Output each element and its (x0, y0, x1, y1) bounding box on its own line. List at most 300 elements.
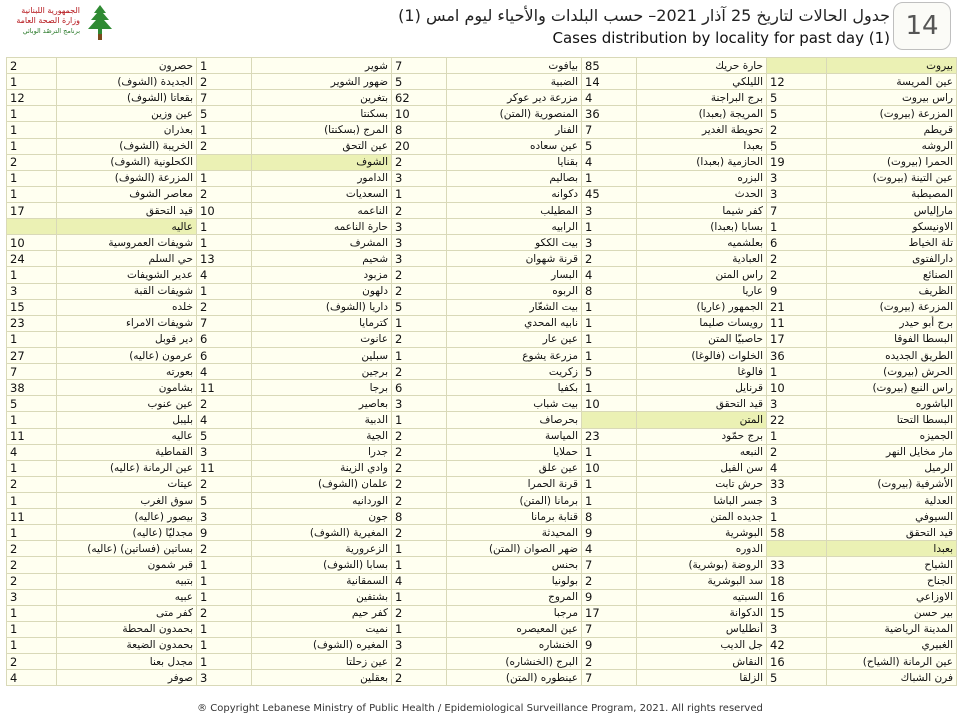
locality-name-cell: عين المعيصره (447, 621, 582, 637)
case-count-cell: 5 (197, 428, 252, 444)
locality-name-cell: الجية (252, 428, 392, 444)
locality-name-cell: الخريبة (الشوف) (57, 138, 197, 154)
locality-name-cell: أنطلياس (637, 621, 767, 637)
locality-name-cell: راس المتن (637, 267, 767, 283)
table-row (7, 637, 957, 653)
locality-name-cell: الروشه (827, 138, 957, 154)
locality-name-cell: الجديدة (الشوف) (57, 74, 197, 90)
table-row (7, 106, 957, 122)
case-count-cell: 4 (392, 573, 447, 589)
case-count-cell: 2 (392, 364, 447, 380)
case-count-cell: 7 (582, 670, 637, 686)
case-count-cell: 4 (197, 412, 252, 428)
case-count-cell: 5 (392, 299, 447, 315)
case-count-cell: 1 (767, 219, 827, 235)
case-count-cell: 2 (392, 267, 447, 283)
district-header-cell: عاليه (57, 219, 197, 235)
case-count-cell: 12 (7, 90, 57, 106)
case-count-cell: 23 (7, 315, 57, 331)
case-count-cell: 11 (7, 509, 57, 525)
table-row (7, 219, 957, 235)
locality-name-cell: داريا (الشوف) (252, 299, 392, 315)
locality-name-cell: راس بيروت (827, 90, 957, 106)
locality-name-cell: عاريا (637, 283, 767, 299)
table-row (7, 621, 957, 637)
logo-line-1: الجمهورية اللبنانية (21, 6, 80, 15)
locality-name-cell: عين وزين (57, 106, 197, 122)
locality-name-cell: الرابيه (447, 219, 582, 235)
locality-name-cell: عينطوره (المتن) (447, 670, 582, 686)
case-count-cell: 3 (392, 170, 447, 186)
case-count-cell: 2 (197, 396, 252, 412)
table-row (7, 299, 957, 315)
page-number: 14 (893, 2, 951, 50)
cedar-icon (86, 4, 114, 42)
case-count-cell: 2 (7, 573, 57, 589)
case-count-cell: 1 (197, 589, 252, 605)
case-count-cell: 7 (392, 58, 447, 74)
locality-name-cell: مزرعة يشوع (447, 347, 582, 363)
case-count-cell: 2 (392, 525, 447, 541)
table-row (7, 396, 957, 412)
table-row (7, 364, 957, 380)
case-count-cell: 3 (767, 492, 827, 508)
locality-name-cell: بتغرين (252, 90, 392, 106)
locality-name-cell: بحمدون الضيعة (57, 637, 197, 653)
case-count-cell: 1 (7, 412, 57, 428)
case-count-cell: 1 (767, 428, 827, 444)
table-row (7, 573, 957, 589)
locality-name-cell: معاصر الشوف (57, 186, 197, 202)
case-count-cell: 6 (197, 347, 252, 363)
locality-name-cell: نميت (252, 621, 392, 637)
case-count-cell: 4 (582, 267, 637, 283)
case-count-cell: 2 (392, 670, 447, 686)
locality-name-cell: دارالفتوى (827, 251, 957, 267)
locality-name-cell: المريجة (بعبدا) (637, 106, 767, 122)
locality-name-cell: الخلوات (فالوغا) (637, 347, 767, 363)
locality-name-cell: برج أبو حيدر (827, 315, 957, 331)
case-count-cell: 33 (767, 557, 827, 573)
locality-name-cell: الزعرورية (252, 541, 392, 557)
locality-name-cell: برمانا (المتن) (447, 492, 582, 508)
case-count-cell: 4 (767, 460, 827, 476)
district-header-cell: المتن (637, 412, 767, 428)
case-count-cell: 1 (582, 315, 637, 331)
case-count-cell: 1 (197, 170, 252, 186)
case-count-cell: 3 (767, 186, 827, 202)
case-count-cell: 6 (392, 380, 447, 396)
case-count-cell: 3 (392, 235, 447, 251)
locality-name-cell: بحنس (447, 557, 582, 573)
case-count-cell: 4 (197, 364, 252, 380)
case-count-cell: 2 (392, 444, 447, 460)
case-count-cell: 3 (582, 235, 637, 251)
case-count-cell: 5 (392, 74, 447, 90)
case-count-cell: 19 (767, 154, 827, 170)
case-count-cell: 1 (197, 283, 252, 299)
locality-name-cell: بيت شباب (447, 396, 582, 412)
locality-name-cell: خلده (57, 299, 197, 315)
district-header-cell: بعبدا (827, 541, 957, 557)
case-count-cell: 7 (582, 621, 637, 637)
locality-name-cell: بير حسن (827, 605, 957, 621)
table-row (7, 251, 957, 267)
case-count-cell: 1 (7, 492, 57, 508)
case-count-cell: 2 (582, 251, 637, 267)
case-count-cell: 7 (7, 364, 57, 380)
locality-name-cell: بصاليم (447, 170, 582, 186)
locality-name-cell: حصرون (57, 58, 197, 74)
case-count-cell: 3 (7, 283, 57, 299)
table-row (7, 331, 957, 347)
locality-name-cell: السيوفي (827, 509, 957, 525)
locality-name-cell: جدرا (252, 444, 392, 460)
case-count-cell: 10 (7, 235, 57, 251)
locality-name-cell: عين عنوب (57, 396, 197, 412)
title-block (370, 6, 890, 48)
locality-name-cell: دلهون (252, 283, 392, 299)
locality-name-cell: البوشرية (637, 525, 767, 541)
table-row (7, 283, 957, 299)
case-count-cell: 5 (767, 90, 827, 106)
locality-name-cell: بعورته (57, 364, 197, 380)
table-row (7, 476, 957, 492)
locality-name-cell: الدوره (637, 541, 767, 557)
locality-name-cell: برجا (252, 380, 392, 396)
locality-name-cell: المدينة الرياضية (827, 621, 957, 637)
case-count-cell: 62 (392, 90, 447, 106)
table-row (7, 90, 957, 106)
locality-name-cell: حرش تابت (637, 476, 767, 492)
table-row (7, 315, 957, 331)
locality-name-cell: حاصبيّا المتن (637, 331, 767, 347)
ministry-logo (8, 4, 116, 44)
case-count-cell: 3 (392, 637, 447, 653)
case-count-cell: 3 (197, 509, 252, 525)
locality-name-cell: الطريق الجديده (827, 347, 957, 363)
locality-name-cell: ضهور الشوير (252, 74, 392, 90)
case-count-cell: 2 (7, 58, 57, 74)
case-count-cell: 4 (7, 444, 57, 460)
case-count-cell: 2 (767, 122, 827, 138)
case-count-cell: 11 (767, 315, 827, 331)
locality-name-cell: عرمون (عاليه) (57, 347, 197, 363)
locality-name-cell: بولونيا (447, 573, 582, 589)
case-count-cell: 27 (7, 347, 57, 363)
case-count-cell: 10 (767, 380, 827, 396)
locality-name-cell: فرن الشباك (827, 670, 957, 686)
case-count-cell: 1 (582, 347, 637, 363)
locality-name-cell: دير قوبل (57, 331, 197, 347)
cases-table (6, 57, 957, 686)
case-count-cell: 8 (392, 122, 447, 138)
locality-name-cell: المياسة (447, 428, 582, 444)
case-count-cell: 14 (582, 74, 637, 90)
case-count-cell: 1 (392, 557, 447, 573)
case-count-cell: 2 (392, 476, 447, 492)
locality-name-cell: بيصور (عاليه) (57, 509, 197, 525)
case-count-cell: 2 (197, 138, 252, 154)
case-count-cell: 2 (582, 654, 637, 670)
case-count-cell: 2 (197, 186, 252, 202)
locality-name-cell: البرج (الخنشاره) (447, 654, 582, 670)
locality-name-cell: قرنايل (637, 380, 767, 396)
case-count-cell: 2 (767, 251, 827, 267)
case-count-cell: 3 (392, 251, 447, 267)
locality-name-cell: عدير الشويفات (57, 267, 197, 283)
case-count-cell: 5 (582, 364, 637, 380)
locality-name-cell: سد البوشرية (637, 573, 767, 589)
case-count-cell: 11 (7, 428, 57, 444)
case-count-cell: 85 (582, 58, 637, 74)
locality-name-cell: تحويطة الغدير (637, 122, 767, 138)
locality-name-cell: كفر شيما (637, 202, 767, 218)
case-count-cell: 2 (392, 154, 447, 170)
table-row (7, 428, 957, 444)
locality-name-cell: فالوغا (637, 364, 767, 380)
case-count-cell: 23 (582, 428, 637, 444)
locality-name-cell: بحمدون المحطة (57, 621, 197, 637)
locality-name-cell: الربوه (447, 283, 582, 299)
table-row (7, 347, 957, 363)
table-row (7, 557, 957, 573)
locality-name-cell: قيد التحقق (57, 202, 197, 218)
case-count-cell: 1 (392, 541, 447, 557)
case-count-cell: 2 (392, 492, 447, 508)
case-count-cell: 5 (767, 138, 827, 154)
locality-name-cell: بيت الشعّار (447, 299, 582, 315)
case-count-cell: 18 (767, 573, 827, 589)
locality-name-cell: الجمهور (عاريا) (637, 299, 767, 315)
locality-name-cell: عاليه (57, 428, 197, 444)
locality-name-cell: بقعاتا (الشوف) (57, 90, 197, 106)
case-count-cell: 5 (197, 106, 252, 122)
locality-name-cell: مار مخايل النهر (827, 444, 957, 460)
case-count-cell: 7 (582, 122, 637, 138)
case-count-cell: 1 (582, 219, 637, 235)
locality-name-cell: زكريت (447, 364, 582, 380)
case-count-cell: 6 (767, 235, 827, 251)
table-row (7, 380, 957, 396)
locality-name-cell: الحازمية (بعبدا) (637, 154, 767, 170)
locality-name-cell: رويسات صليما (637, 315, 767, 331)
case-count-cell (197, 154, 252, 170)
locality-name-cell: المرج (بسكنتا) (252, 122, 392, 138)
case-count-cell: 1 (392, 621, 447, 637)
case-count-cell: 1 (582, 492, 637, 508)
case-count-cell: 4 (197, 267, 252, 283)
case-count-cell: 42 (767, 637, 827, 653)
locality-name-cell: شوير (252, 58, 392, 74)
locality-name-cell: بكفيا (447, 380, 582, 396)
logo-text (8, 6, 80, 36)
locality-name-cell: الفنار (447, 122, 582, 138)
locality-name-cell: بسابا (الشوف) (252, 557, 392, 573)
case-count-cell: 5 (7, 396, 57, 412)
locality-name-cell: بتبيه (57, 573, 197, 589)
table-row (7, 492, 957, 508)
locality-name-cell: بعاصير (252, 396, 392, 412)
locality-name-cell: تلة الخياط (827, 235, 957, 251)
case-count-cell: 1 (7, 74, 57, 90)
case-count-cell: 1 (392, 589, 447, 605)
locality-name-cell: قنابة برمانا (447, 509, 582, 525)
case-count-cell: 6 (197, 331, 252, 347)
table-row (7, 74, 957, 90)
case-count-cell: 1 (582, 331, 637, 347)
locality-name-cell: المطيلب (447, 202, 582, 218)
case-count-cell: 3 (197, 444, 252, 460)
locality-name-cell: جسر الباشا (637, 492, 767, 508)
locality-name-cell: البسار (447, 267, 582, 283)
locality-name-cell: النقاش (637, 654, 767, 670)
locality-name-cell: جون (252, 509, 392, 525)
locality-name-cell: العبادية (637, 251, 767, 267)
locality-name-cell: سوق الغرب (57, 492, 197, 508)
case-count-cell: 58 (767, 525, 827, 541)
case-count-cell: 1 (392, 315, 447, 331)
case-count-cell: 10 (582, 460, 637, 476)
locality-name-cell: الدكوانة (637, 605, 767, 621)
locality-name-cell: كفر حيم (252, 605, 392, 621)
case-count-cell: 1 (7, 621, 57, 637)
locality-name-cell: جل الديب (637, 637, 767, 653)
case-count-cell: 3 (767, 170, 827, 186)
locality-name-cell: بعقلين (252, 670, 392, 686)
case-count-cell: 7 (767, 202, 827, 218)
case-count-cell: 1 (7, 460, 57, 476)
case-count-cell: 4 (582, 541, 637, 557)
case-count-cell: 1 (7, 525, 57, 541)
case-count-cell: 1 (197, 122, 252, 138)
locality-name-cell: مزبود (252, 267, 392, 283)
locality-name-cell: المغيرية (الشوف) (252, 525, 392, 541)
case-count-cell: 7 (582, 557, 637, 573)
locality-name-cell: الكحلونية (الشوف) (57, 154, 197, 170)
locality-name-cell: الناعمه (252, 202, 392, 218)
table-row (7, 460, 957, 476)
locality-name-cell: ضهر الصوان (المتن) (447, 541, 582, 557)
case-count-cell: 5 (197, 492, 252, 508)
table-row (7, 509, 957, 525)
case-count-cell: 1 (197, 621, 252, 637)
locality-name-cell: شويفات الامراء (57, 315, 197, 331)
locality-name-cell: السعديات (252, 186, 392, 202)
case-count-cell: 10 (197, 202, 252, 218)
locality-name-cell: المزرعة (بيروت) (827, 299, 957, 315)
case-count-cell: 1 (197, 58, 252, 74)
page-title-english: Cases distribution by locality for past day (1) (552, 29, 890, 47)
case-count-cell: 3 (7, 589, 57, 605)
case-count-cell: 11 (197, 380, 252, 396)
case-count-cell: 3 (767, 621, 827, 637)
case-count-cell: 9 (582, 637, 637, 653)
locality-name-cell: برج حمّود (637, 428, 767, 444)
locality-name-cell: الحرش (بيروت) (827, 364, 957, 380)
locality-name-cell: مجدليّا (عاليه) (57, 525, 197, 541)
locality-name-cell: عين سعاده (447, 138, 582, 154)
locality-name-cell: الأشرفية (بيروت) (827, 476, 957, 492)
case-count-cell: 2 (7, 654, 57, 670)
locality-name-cell: عانوت (252, 331, 392, 347)
locality-name-cell: الصنائع (827, 267, 957, 283)
locality-name-cell: المنصورية (المتن) (447, 106, 582, 122)
case-count-cell: 2 (392, 202, 447, 218)
locality-name-cell: عين زحلتا (252, 654, 392, 670)
case-count-cell: 1 (7, 138, 57, 154)
table-row (7, 444, 957, 460)
locality-name-cell: بقنايا (447, 154, 582, 170)
case-count-cell: 2 (7, 541, 57, 557)
case-count-cell: 2 (7, 154, 57, 170)
locality-name-cell: بشامون (57, 380, 197, 396)
case-count-cell: 8 (582, 283, 637, 299)
table-row (7, 605, 957, 621)
case-count-cell: 3 (767, 396, 827, 412)
locality-name-cell: المزرعة (الشوف) (57, 170, 197, 186)
case-count-cell: 4 (582, 90, 637, 106)
table-row (7, 267, 957, 283)
cases-table-container (6, 57, 956, 686)
case-count-cell: 9 (767, 283, 827, 299)
case-count-cell: 1 (7, 637, 57, 653)
case-count-cell: 2 (392, 654, 447, 670)
locality-name-cell: جديده المتن (637, 509, 767, 525)
locality-name-cell: بحرصاف (447, 412, 582, 428)
locality-name-cell: عين المريسة (827, 74, 957, 90)
locality-name-cell: السبتيه (637, 589, 767, 605)
table-row (7, 670, 957, 686)
case-count-cell: 1 (392, 347, 447, 363)
case-count-cell: 1 (582, 476, 637, 492)
locality-name-cell: الظريف (827, 283, 957, 299)
locality-name-cell: عين التينة (بيروت) (827, 170, 957, 186)
case-count-cell: 2 (392, 605, 447, 621)
locality-name-cell: برج البراجنة (637, 90, 767, 106)
case-count-cell: 1 (582, 299, 637, 315)
case-count-cell: 2 (197, 476, 252, 492)
case-count-cell: 1 (582, 380, 637, 396)
case-count-cell: 21 (767, 299, 827, 315)
locality-name-cell: بعذران (57, 122, 197, 138)
case-count-cell: 5 (767, 670, 827, 686)
locality-name-cell: الروضة (بوشرية) (637, 557, 767, 573)
table-row (7, 202, 957, 218)
locality-name-cell: عين عار (447, 331, 582, 347)
case-count-cell: 15 (767, 605, 827, 621)
locality-name-cell: حملايا (447, 444, 582, 460)
locality-name-cell: كفر متى (57, 605, 197, 621)
case-count-cell: 2 (197, 299, 252, 315)
page-header (0, 0, 960, 52)
table-row (7, 154, 957, 170)
locality-name-cell: البزره (637, 170, 767, 186)
case-count-cell: 9 (197, 525, 252, 541)
copyright-footer: ® Copyright Lebanese Ministry of Public Health / Epidemiological Surveillance Program, 2021. All rights reserved (197, 703, 763, 714)
table-row (7, 138, 957, 154)
locality-name-cell: الضبية (447, 74, 582, 90)
case-count-cell: 1 (7, 267, 57, 283)
case-count-cell: 3 (392, 219, 447, 235)
case-count-cell (7, 219, 57, 235)
case-count-cell: 2 (7, 476, 57, 492)
locality-name-cell: العدلية (827, 492, 957, 508)
case-count-cell: 2 (197, 74, 252, 90)
case-count-cell: 1 (7, 186, 57, 202)
locality-name-cell: بليبل (57, 412, 197, 428)
case-count-cell: 1 (582, 444, 637, 460)
